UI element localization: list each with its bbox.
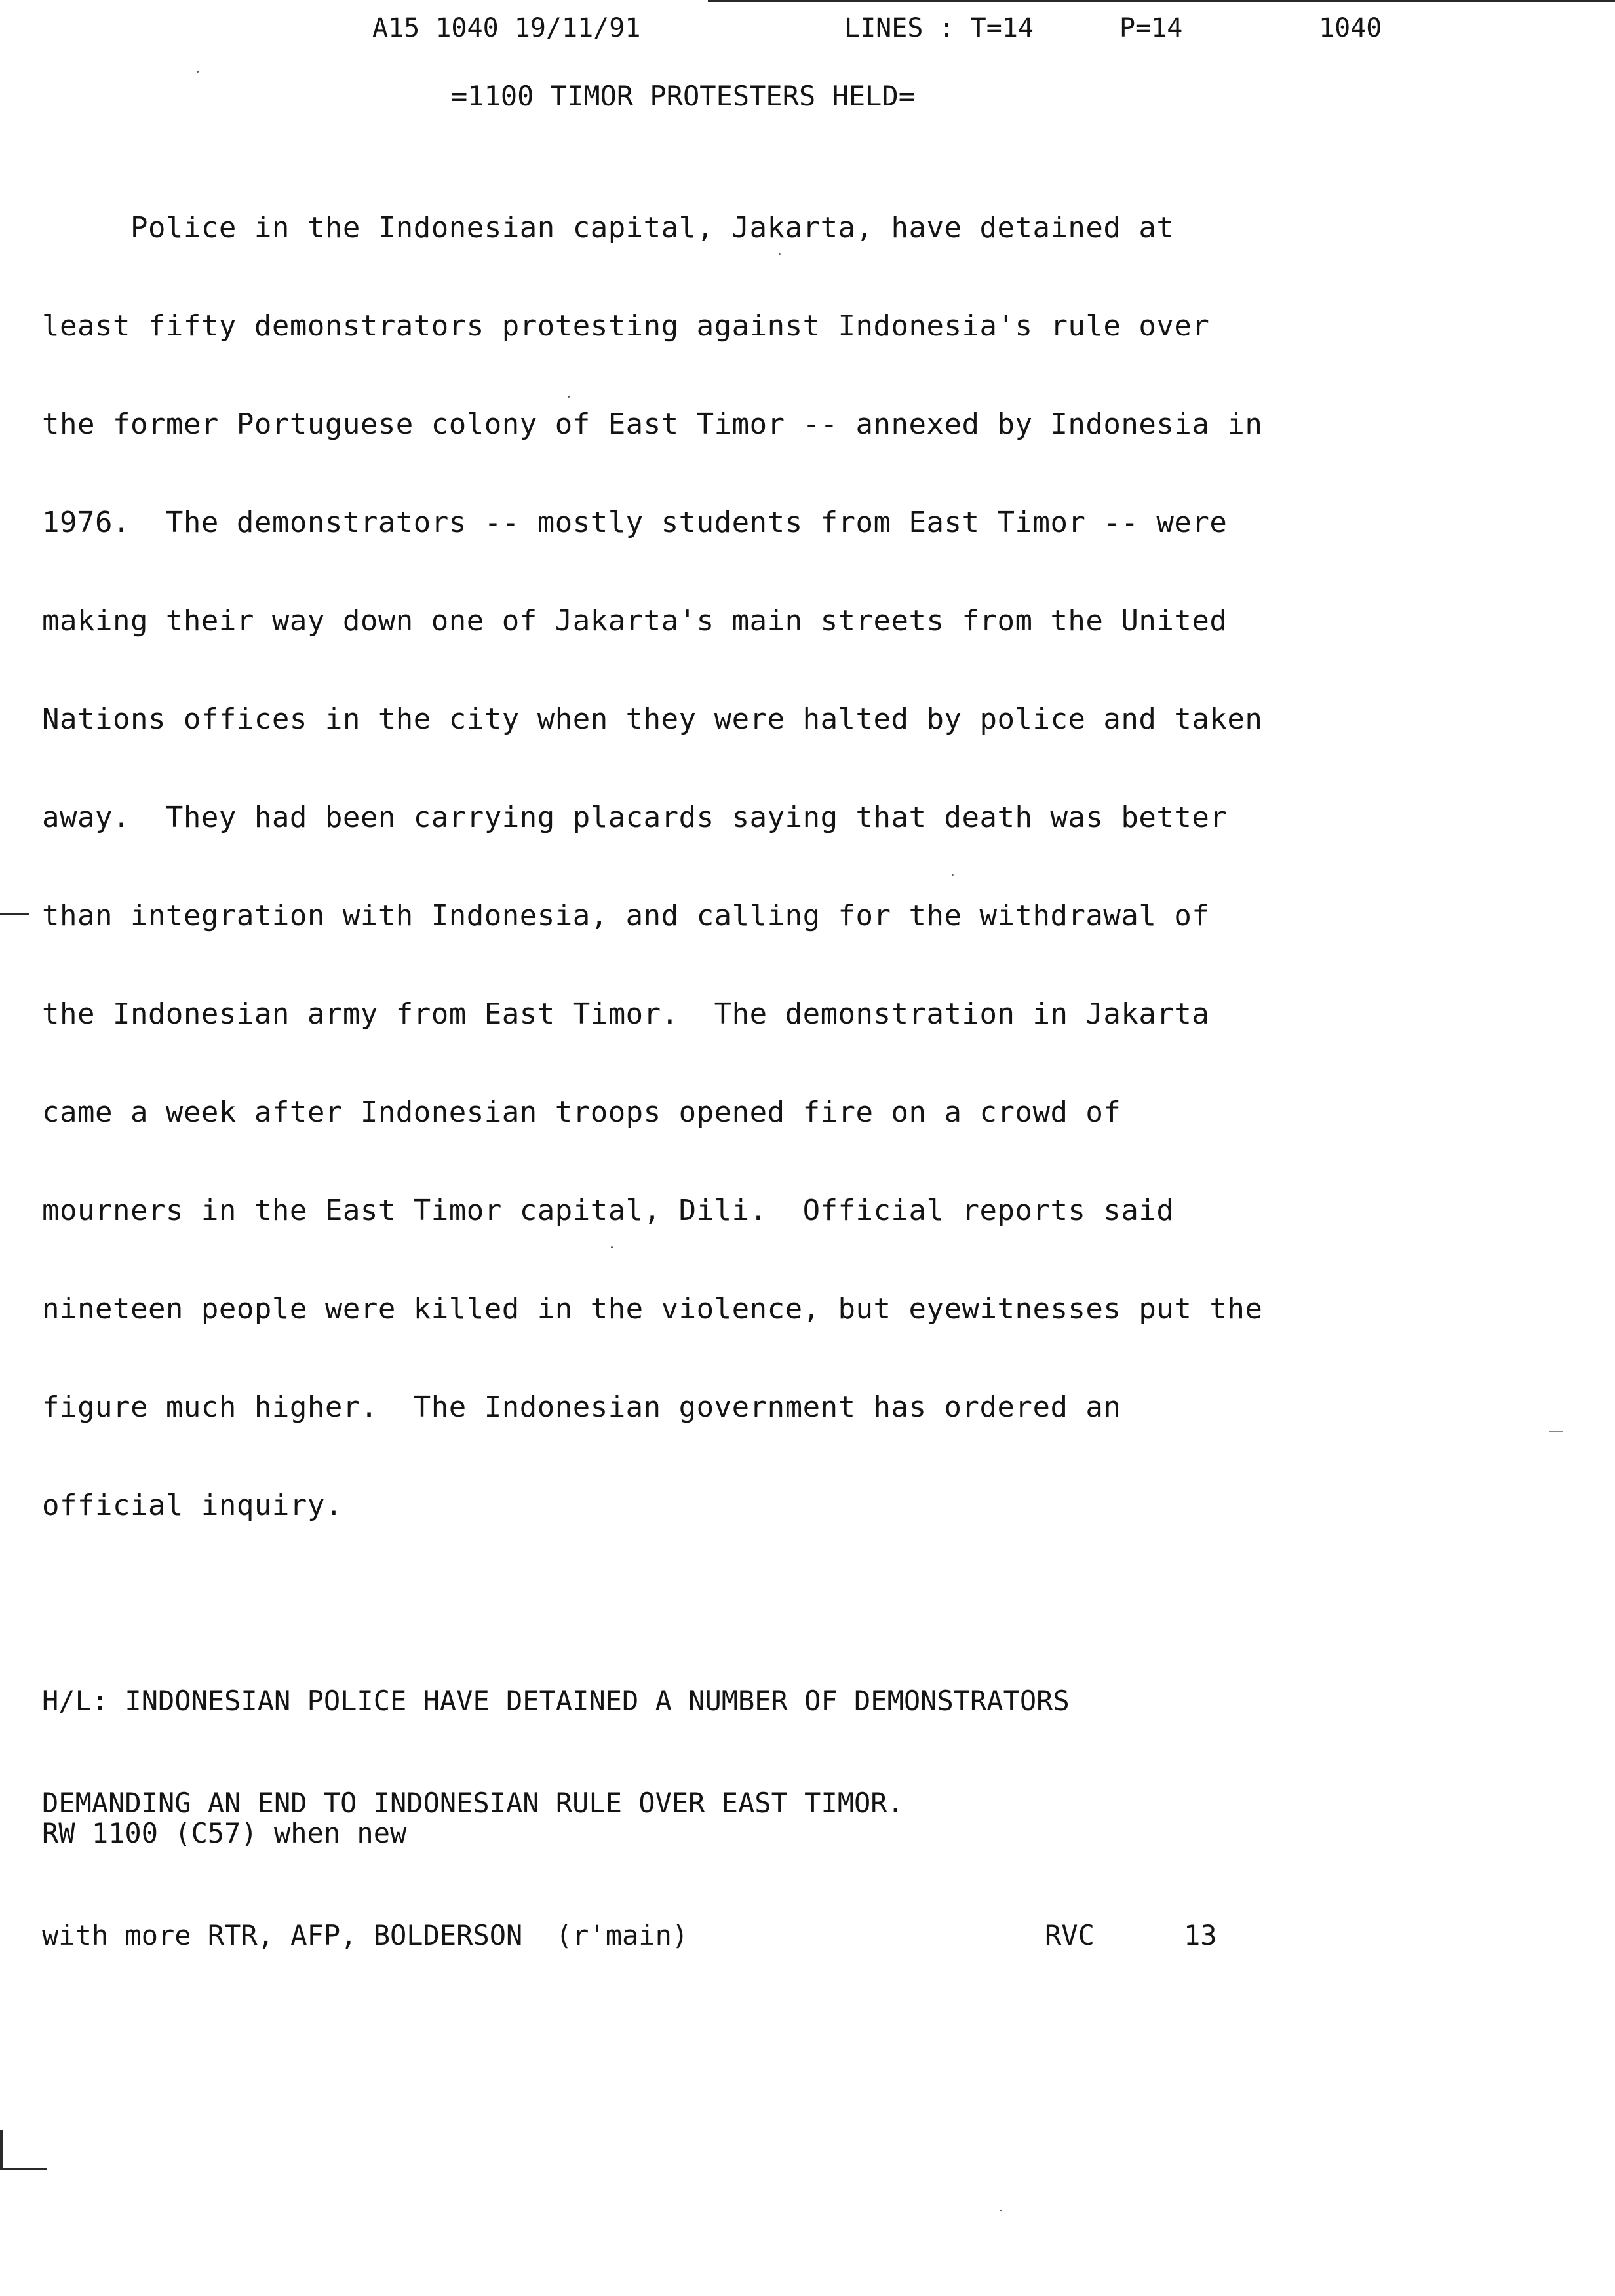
body-line: the Indonesian army from East Timor. The demonstration in Jakarta xyxy=(42,997,1210,1031)
headline-line: H/L: INDONESIAN POLICE HAVE DETAINED A NUMBER OF DEMONSTRATORS xyxy=(42,1685,1070,1717)
body-line: came a week after Indonesian troops opened fire on a crowd of xyxy=(42,1096,1121,1129)
scan-speck xyxy=(611,1246,613,1248)
note-row xyxy=(42,1919,1217,1953)
story-code: A15 1040 19/11/91 xyxy=(372,13,641,43)
scan-speck xyxy=(568,396,570,398)
story-body xyxy=(42,207,1471,1583)
editor-initials: RVC xyxy=(1045,1919,1095,1951)
body-line: Nations offices in the city when they were halted by police and taken xyxy=(42,702,1263,736)
scan-edge-top xyxy=(708,0,1615,2)
scan-speck xyxy=(1000,2210,1002,2211)
scan-speck xyxy=(952,874,954,876)
body-line: least fifty demonstrators protesting against Indonesia's rule over xyxy=(42,309,1210,343)
document-header xyxy=(372,13,1382,52)
scan-tick-right xyxy=(1549,1431,1563,1432)
scan-speck xyxy=(197,71,199,73)
body-line: than integration with Indonesia, and calling for the withdrawal of xyxy=(42,899,1210,932)
p-value: P=14 xyxy=(1119,13,1183,43)
scan-tick-left xyxy=(0,913,29,915)
body-line: figure much higher. The Indonesian government has ordered an xyxy=(42,1390,1121,1424)
body-line: official inquiry. xyxy=(42,1489,343,1522)
body-line: Police in the Indonesian capital, Jakarta, have detained at xyxy=(42,211,1175,244)
body-line: the former Portuguese colony of East Timor -- annexed by Indonesia in xyxy=(42,408,1263,441)
body-line: away. They had been carrying placards saying that death was better xyxy=(42,801,1228,834)
note-row xyxy=(42,1816,407,1850)
body-line: 1976. The demonstrators -- mostly students from East Timor -- were xyxy=(42,506,1228,539)
lines-count: LINES : T=14 xyxy=(844,13,1034,43)
scan-speck xyxy=(779,253,781,255)
scan-corner-horizontal xyxy=(0,2168,47,2170)
page-code: 1040 xyxy=(1319,13,1382,43)
body-line: nineteen people were killed in the violence, but eyewitnesses put the xyxy=(42,1292,1263,1326)
headline-line: DEMANDING AN END TO INDONESIAN RULE OVER EAST TIMOR. xyxy=(42,1787,904,1819)
note-line: RW 1100 (C57) when new xyxy=(42,1817,407,1849)
story-slug: =1100 TIMOR PROTESTERS HELD= xyxy=(451,80,916,112)
body-line: making their way down one of Jakarta's main streets from the United xyxy=(42,604,1228,638)
note-line: with more RTR, AFP, BOLDERSON (r'main) xyxy=(42,1919,689,1951)
scan-corner-vertical xyxy=(0,2130,3,2169)
note-number: 13 xyxy=(1184,1919,1217,1951)
body-line: mourners in the East Timor capital, Dili. Official reports said xyxy=(42,1194,1175,1227)
